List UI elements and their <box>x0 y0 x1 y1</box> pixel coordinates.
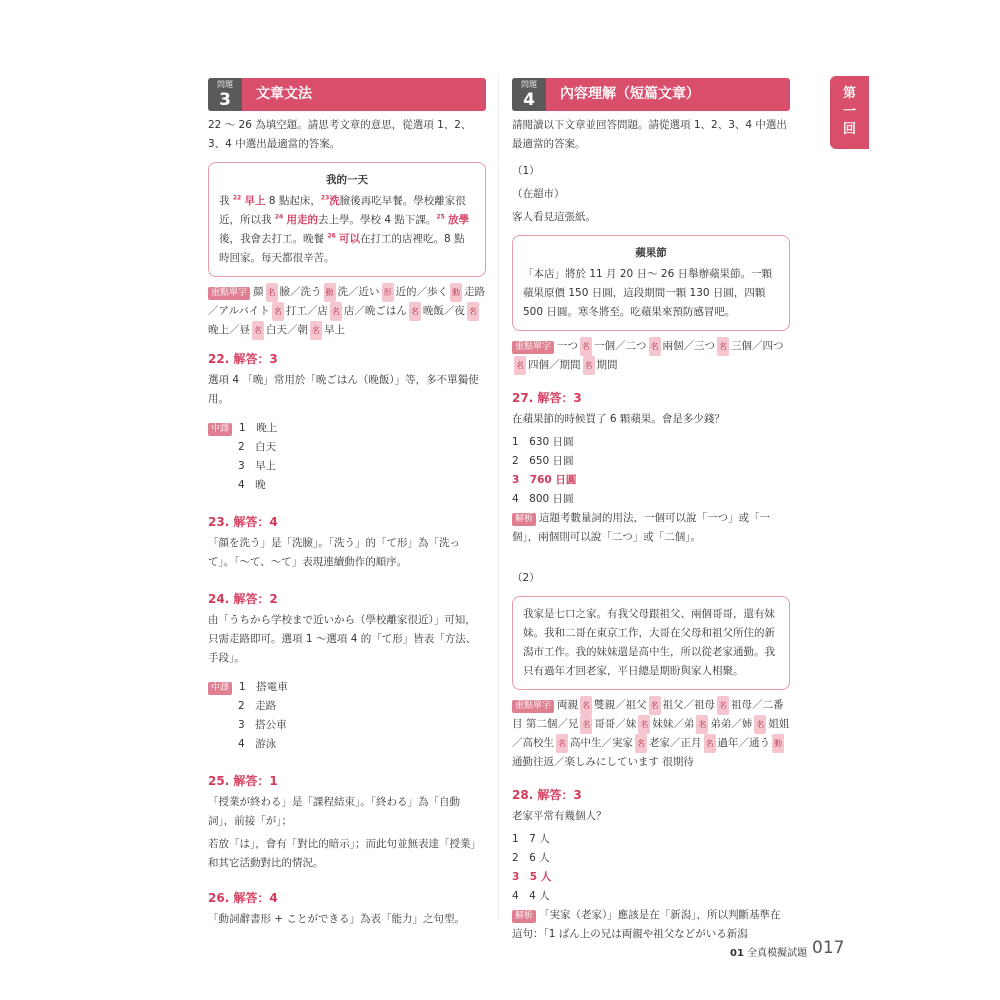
answer-23-explanation: 「顔を洗う」是「洗臉」。「洗う」的「て形」為「洗って」。「～て、～て」表現連續動作的順序。 <box>208 537 460 568</box>
passage-1-text: 「本店」將於 11 月 20 日～ 26 日舉辦蘋果節。一顆蘋果原價 150 日圓，這段期間一顆 130 日圓，四顆 500 日圓。寒冬將至。吃蘋果來預防感冒吧。 <box>523 268 773 318</box>
instructions: 22 ～ 26 為填空題。請思考文章的意思，從選項 1、2、3、4 中選出最適當的答案。 <box>208 119 472 150</box>
answer-25-explanation-1: 「授業が終わる」是「課程結束」。「終わる」為「自動詞」，前接「が」； <box>208 796 460 827</box>
footer-title: 全真模擬試題 <box>747 948 808 959</box>
passage-2-number: （2） <box>512 572 540 584</box>
answer-27-options: 1 630 日圓 2 650 日圓 3 760 日圓 4 800 日圓 <box>512 436 577 505</box>
passage-box <box>208 162 486 277</box>
question-title: 內容理解（短篇文章） <box>560 86 700 102</box>
answer-28-explanation: 解析 「実家（老家）」應該是在「新潟」，所以判斷基準在這句：「1 ばん上の兄は両親や祖父などがいる新潟 <box>512 909 781 940</box>
answer-28-heading: 28. 解答：3 <box>512 788 582 802</box>
vocab-list-2: 重點單字 両親 名 雙親／祖父 名 祖父／祖母 名 祖母／二番目 第二個／兄 名 哥哥／妹 名 妹妹／弟 名 弟弟／姉 名 姐姐／高校生 名 高中生／実家 名 老家／正月 名 過年／通う 動通勤往返／楽しみにしています 很期待 <box>512 696 790 772</box>
answer-27-explanation: 解析 這題考數量詞的用法，一個可以說「一つ」或「一個」，兩個則可以說「二つ」或「二個」。 <box>512 512 771 543</box>
footer-label: 01 <box>730 948 744 959</box>
answer-27-question: 在蘋果節的時候買了 6 顆蘋果。會是多少錢？ <box>512 413 725 425</box>
question-label: 問題 <box>217 80 233 89</box>
answer-22-explanation: 選項 4 「晩」常用於「晩ごはん（晚飯）」等，多不單獨使用。 <box>208 374 479 405</box>
passage-title: 我的一天 <box>326 174 368 186</box>
passage-1-number: （1） <box>512 165 540 177</box>
question-number: 4 <box>523 90 535 110</box>
passage-1-box <box>512 235 790 331</box>
answer-27-heading: 27. 解答：3 <box>512 391 582 405</box>
question-header-3 <box>208 78 486 111</box>
passage-text: 我 $^{22}$ 早上 8 點起床，$^{23}$洗臉後再吃早餐。學校離家很近，所以我 $^{24}$ 用走的去上學。學校 4 點下課。$^{25}$ 放學後，我會去打工。晚餐 $^{26}$ 可以在打工的店裡吃。8 點時回家。每天都很辛苦。 <box>219 194 470 264</box>
answer-25-heading: 25. 解答：1 <box>208 774 278 788</box>
vocab-tag: 重點單字 <box>208 287 250 300</box>
passage-1-location: （在超市） <box>512 188 565 200</box>
answer-28-question: 老家平常有幾個人？ <box>512 810 607 822</box>
right-column <box>512 78 790 944</box>
question-number-box <box>512 78 546 111</box>
answer-24-translation: 中譯 1 搭電車 2 走路 3 搭公車 4 游泳 <box>208 678 486 754</box>
answer-28-options: 1 7 人 2 6 人 3 5 人 4 4 人 <box>512 833 552 902</box>
answer-25-explanation-2: 若放「は」，會有「對比的暗示」；而此句並無表達「授業」和其它活動對比的情況。 <box>208 838 481 869</box>
chapter-tab <box>830 76 869 149</box>
column-divider <box>498 76 499 918</box>
question-number-box <box>208 78 242 111</box>
answer-22-heading: 22. 解答：3 <box>208 352 278 366</box>
chapter-tab-label: 第一回 <box>843 86 857 137</box>
question-title: 文章文法 <box>256 86 312 102</box>
left-column <box>208 78 486 929</box>
passage-1-title: 蘋果節 <box>635 247 667 259</box>
answer-26-explanation: 「動詞辭書形 + ことができる」為表「能力」之句型。 <box>208 913 465 925</box>
page-number: 017 <box>812 938 845 958</box>
passage-1-intro: 客人看見這張紙。 <box>512 211 596 223</box>
answer-23-heading: 23. 解答：4 <box>208 515 278 529</box>
page-footer <box>730 944 807 959</box>
passage-2-box <box>512 596 790 690</box>
answer-22-translation: 中譯 1 晚上 2 白天 3 早上 4 晚 <box>208 419 486 495</box>
answer-24-heading: 24. 解答：2 <box>208 592 278 606</box>
question-header-4 <box>512 78 790 111</box>
vocab-list: 重點單字 顔 名 臉／洗う 動 洗／近い 形 近的／歩く 動 走路／アルバイト 名 打工／店 名 店／晩ごはん 名 晚飯／夜 名晚上／昼 名 白天／朝 名 早上 <box>208 283 486 340</box>
instructions: 請閱讀以下文章並回答問題。請從選項 1、2、3、4 中選出最適當的答案。 <box>512 119 787 150</box>
vocab-list-1: 重點單字 一つ 名 一個／二つ 名 兩個／三つ 名 三個／四つ名 四個／期間 名 期間 <box>512 337 790 375</box>
answer-26-heading: 26. 解答：4 <box>208 891 278 905</box>
answer-24-explanation: 由「うちから学校まで近いから（學校離家很近）」可知，只需走路即可。選項 1 ～選項 4 的「て形」皆表「方法、手段」。 <box>208 614 477 664</box>
question-label: 問題 <box>521 80 537 89</box>
question-number: 3 <box>219 90 231 110</box>
passage-2-text: 我家是七口之家。有我父母跟祖父、兩個哥哥，還有妹妹。我和二哥在東京工作，大哥在父母和祖父所住的新潟市工作。我的妹妹還是高中生，所以從老家通勤。我只有過年才回老家，平日總是期盼與家人相聚。 <box>523 608 775 677</box>
